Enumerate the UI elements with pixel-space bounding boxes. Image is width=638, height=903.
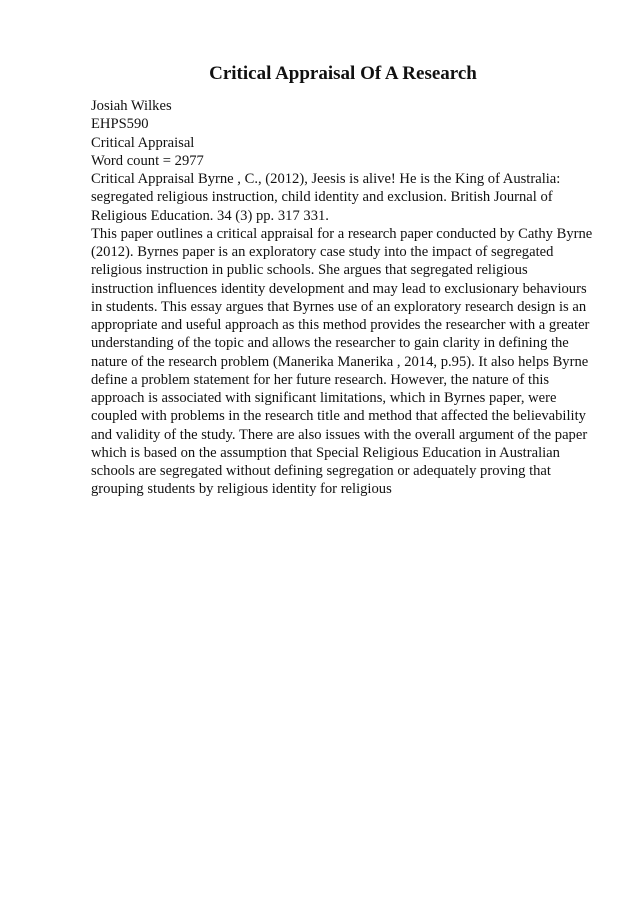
paragraph-line: coupled with problems in the research title and method that affected the believability [91,408,586,425]
paragraph-line: religious instruction in public schools. She argues that segregated religious [91,262,528,279]
course-code-line: EHPS590 [91,116,149,133]
paragraph-line: understanding of the topic and allows the researcher to gain clarity in defining the [91,335,569,352]
paragraph-line: (2012). Byrnes paper is an exploratory case study into the impact of segregated [91,244,554,260]
paragraph-line: grouping students by religious identity for religious [91,481,392,498]
paragraph-line: nature of the research problem (Manerika Manerika , 2014, p.95). It also helps Byrne [91,353,589,370]
paragraph-line: approach is associated with significant limitations, which in Byrnes paper, were [91,390,557,406]
reference-line: segregated religious instruction, child identity and exclusion. British Journal of [91,189,553,206]
assignment-type-line: Critical Appraisal [91,134,195,151]
paragraph-line: schools are segregated without defining segregation or adequately proving that [91,463,551,479]
author-name-line: Josiah Wilkes [91,98,172,114]
paragraph-line: and validity of the study. There are also issues with the overall argument of the paper [91,426,588,443]
paragraph-line: which is based on the assumption that Special Religious Education in Australian [91,444,560,461]
document-title: Critical Appraisal Of A Research [209,63,477,84]
paragraph-line: instruction influences identity development and may lead to exclusionary behaviours [91,280,587,297]
reference-line: Religious Education. 34 (3) pp. 317 331. [91,207,329,224]
paragraph-line: appropriate and useful approach as this method provides the researcher with a greater [91,317,590,333]
reference-line: Critical Appraisal Byrne , C., (2012), Jeesis is alive! He is the King of Australia: [91,171,561,187]
document-body [91,97,611,499]
word-count-line: Word count = 2977 [91,152,204,169]
paragraph-line: This paper outlines a critical appraisal for a research paper conducted by Cathy Byrne [91,225,593,242]
paragraph-line: in students. This essay argues that Byrnes use of an exploratory research design is an [91,298,587,315]
paragraph-line: define a problem statement for her future research. However, the nature of this [91,371,550,388]
